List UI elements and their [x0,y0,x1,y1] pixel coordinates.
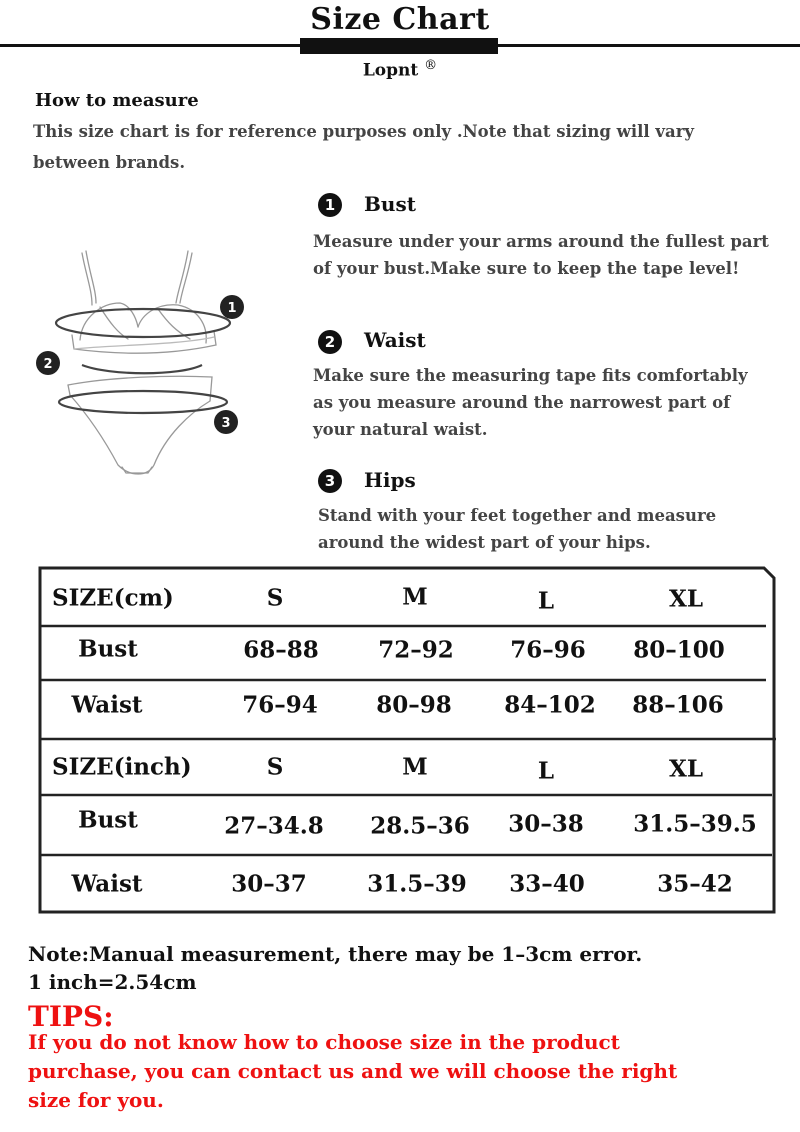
cm-size-xl: XL [668,585,704,613]
bikini-illustration [30,245,260,485]
cm-bust-label: Bust [78,635,138,663]
inch-waist-label: Waist [71,870,143,898]
waist-number-icon: 2 [318,330,342,354]
hips-heading: Hips [364,468,416,492]
bust-line-1: Measure under your arms around the fullest part [313,232,769,251]
inch-waist-l: 33–40 [509,870,585,898]
inch-waist-s: 30–37 [231,870,307,898]
cm-header: SIZE(cm) [52,584,174,612]
inch-size-xl: XL [668,755,704,783]
cm-size-l: L [537,587,555,615]
cm-waist-s: 76–94 [242,691,318,719]
cm-waist-m: 80–98 [376,691,452,719]
cm-bust-m: 72–92 [378,636,454,664]
note-line-2: 1 inch=2.54cm [28,970,197,994]
hips-number-icon: 3 [318,469,342,493]
cm-waist-l: 84–102 [504,691,596,719]
cm-size-m: M [402,583,428,611]
brand-name [0,58,800,81]
intro-line-1: This size chart is for reference purposes only .Note that sizing will vary [33,122,694,141]
waist-line-3: your natural waist. [313,420,488,439]
cm-bust-xl: 80–100 [633,636,725,664]
inch-waist-xl: 35–42 [657,870,733,898]
cm-waist-label: Waist [71,691,143,719]
illus-marker-1: 1 [227,301,237,316]
hips-instructions [318,502,788,556]
inch-bust-label: Bust [78,806,138,834]
inch-size-s: S [266,753,284,781]
cm-size-s: S [266,584,284,612]
illus-marker-2: 2 [43,357,53,372]
cm-waist-xl: 88–106 [632,691,724,719]
inch-bust-m: 28.5–36 [370,812,470,840]
bust-number-icon: 1 [318,193,342,217]
hips-line-1: Stand with your feet together and measure [318,506,717,525]
inch-bust-s: 27–34.8 [224,812,324,840]
cm-bust-l: 76–96 [510,636,586,664]
brand-label: Lopnt [362,60,419,81]
title-rule-accent [300,38,498,54]
tips-text [28,1028,788,1115]
tips-heading: TIPS: [28,1000,114,1033]
waist-heading: Waist [364,328,426,352]
inch-waist-m: 31.5–39 [367,870,467,898]
tips-line-3: size for you. [28,1088,164,1112]
illus-marker-3: 3 [221,416,231,431]
size-table-frame [38,566,776,914]
inch-size-m: M [402,753,428,781]
inch-size-l: L [537,757,555,785]
note-line-1: Note:Manual measurement, there may be 1–3cm error. [28,942,643,966]
registered-mark: ® [424,58,438,73]
page-title: Size Chart [310,2,490,37]
how-to-measure-heading: How to measure [35,90,199,111]
inch-bust-l: 30–38 [508,810,584,838]
hips-line-2: around the widest part of your hips. [318,533,651,552]
waist-instructions [313,362,783,443]
inch-bust-xl: 31.5–39.5 [633,810,757,838]
cm-bust-s: 68–88 [243,636,319,664]
waist-line-2: as you measure around the narrowest part of [313,393,731,412]
bust-line-2: of your bust.Make sure to keep the tape level! [313,259,740,278]
waist-line-1: Make sure the measuring tape fits comfortably [313,366,748,385]
intro-line-2: between brands. [33,153,186,172]
measurement-note [28,940,642,996]
tips-line-2: purchase, you can contact us and we will choose the right [28,1059,678,1083]
inch-header: SIZE(inch) [52,753,192,781]
bust-instructions [313,228,783,282]
bust-heading: Bust [364,192,416,216]
intro-text [33,116,753,178]
tips-line-1: If you do not know how to choose size in the product [28,1030,620,1054]
